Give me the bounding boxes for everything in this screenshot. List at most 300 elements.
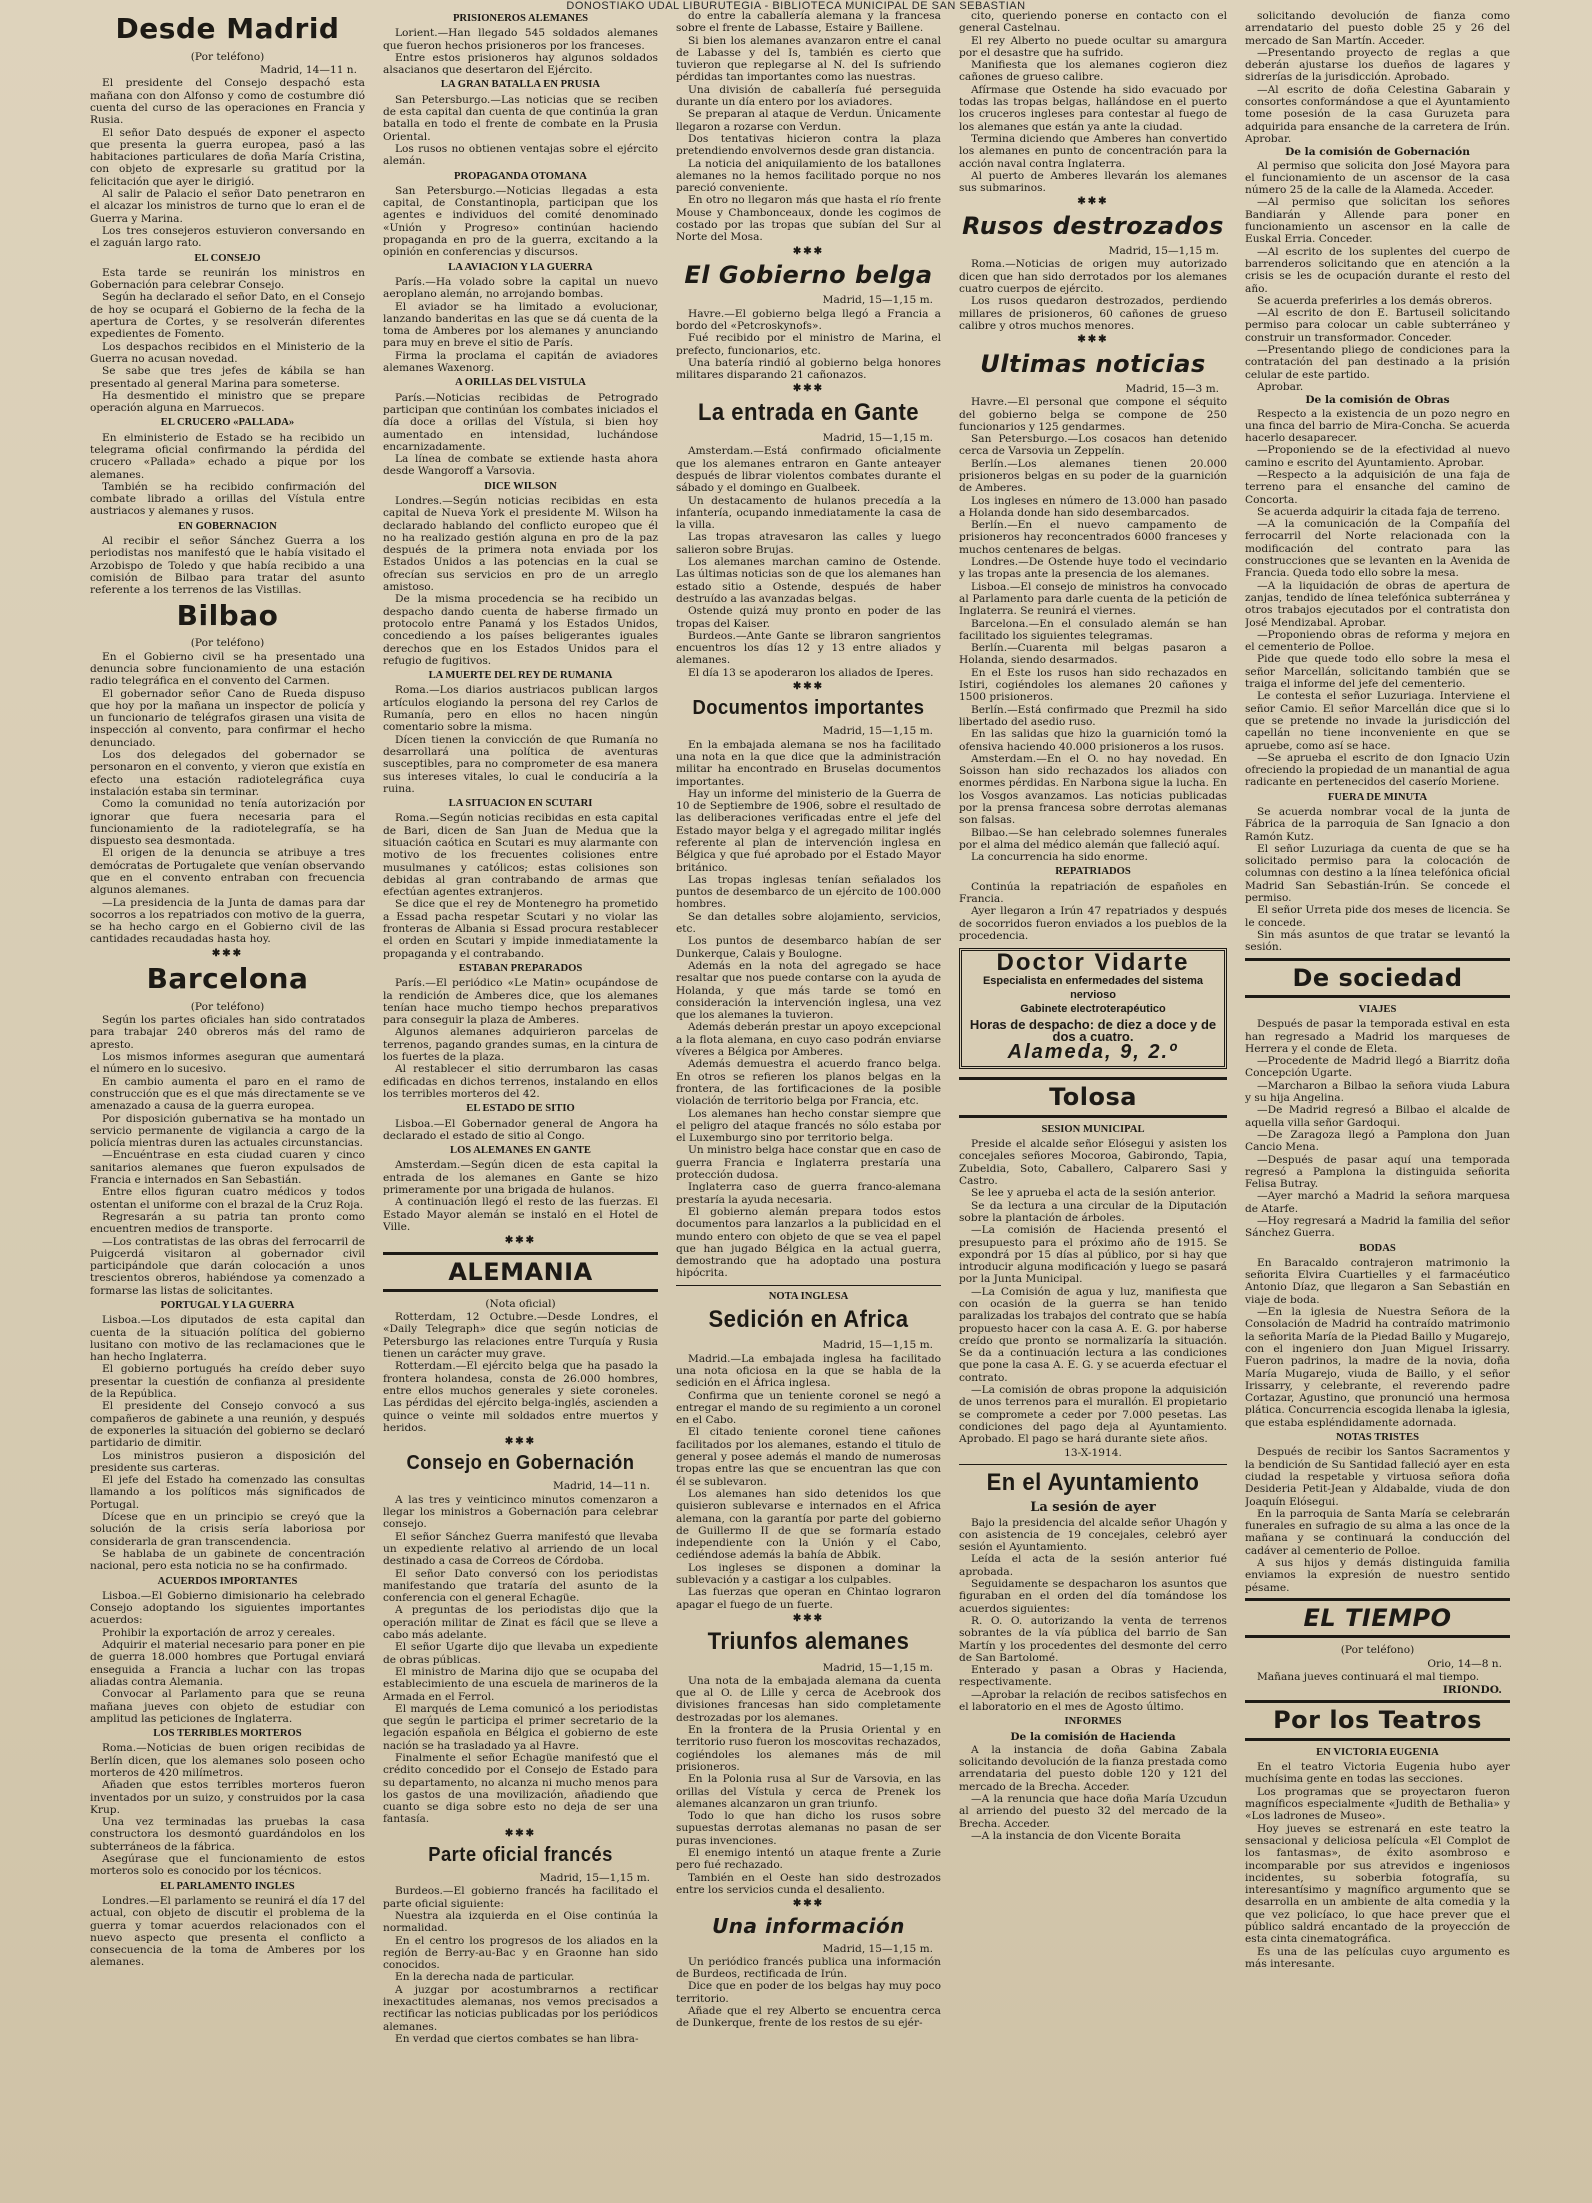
source-note: (Por teléfono) bbox=[1340, 1644, 1415, 1657]
date-signoff: 13-X-1914. bbox=[1064, 1446, 1122, 1459]
subheading: LA AVIACION Y LA GUERRA bbox=[448, 261, 593, 273]
paragraph: También en el Oeste han sido destrozados entre los servicios cunda el desaliento. bbox=[676, 1871, 941, 1896]
headline-rusos: Rusos destrozados bbox=[962, 211, 1224, 240]
paragraph: De la misma procedencia se ha recibido un despacho dando cuenta de haberse firmado un protocolo entre Panamá y los Estados Unidos, concediendo a los países beligerantes iguales derechos que en los Estados Unidos para el refugio de fugitivos. bbox=[383, 593, 658, 667]
ad-address: Alameda, 9, 2.º bbox=[1007, 1041, 1179, 1064]
subheading: EL CONSEJO bbox=[194, 252, 261, 264]
paragraph: Roma.—Noticias de origen muy autorizado dicen que han sido derrotados por los alemanes cuatro cuerpos de ejército. bbox=[959, 258, 1227, 296]
paragraph: Continúa la repatriación de españoles en Francia. bbox=[959, 880, 1227, 906]
dateline: Madrid, 14—11 n. bbox=[259, 64, 357, 77]
subheading: PRISIONEROS ALEMANES bbox=[452, 13, 589, 24]
paragraph: Como la comunidad no tenía autorización por ignorar que fuera necesaria para el funcionamiento de la radiotelegrafía, se ha dispuesto sea desmontada. bbox=[90, 798, 365, 848]
paragraph: Ha desmentido el ministro que se prepare operación alguna en Marruecos. bbox=[90, 389, 365, 415]
dateline: Madrid, 15—1,15 m. bbox=[822, 1942, 933, 1955]
paragraph: El jefe del Estado ha comenzado las consultas llamando a los políticos más significados de Portugal. bbox=[90, 1474, 365, 1511]
paragraph: Según los partes oficiales han sido contratados para trabajar 240 obreros más del ramo de apresto. bbox=[90, 1014, 365, 1051]
headline-ultimas: Ultimas noticias bbox=[980, 349, 1206, 378]
paragraph: A preguntas de los periodistas dijo que la operación militar de Zinat es fácil que se lleve a cabo más adelante. bbox=[383, 1604, 658, 1642]
paragraph: A juzgar por acostumbrarnos a rectificar inexactitudes alemanas, nos vemos precisados a rectificar las noticias publicadas por los periódicos alemanes. bbox=[383, 1983, 658, 2033]
paragraph: Bajo la presidencia del alcalde señor Uhagón y con asistencia de 19 concejales, celebró ayer sesión el Ayuntamiento. bbox=[959, 1516, 1227, 1554]
paragraph: En otro no llegaron más que hasta el río frente Mouse y Chambonceaux, donde les cogimos de costado por las tropas que subían del Sur al Norte del Mosa. bbox=[676, 194, 941, 244]
paragraph: Rotterdam.—El ejército belga que ha pasado la frontera holandesa, consta de 26.000 hombres, entre ellos muchos generales y siete coroneles. Las pérdidas del ejército belga-inglés, ascienden a quince o veinte mil soldados entre muertos y heridos. bbox=[383, 1360, 658, 1434]
source-note: (Por teléfono) bbox=[190, 50, 265, 63]
paragraph: Algunos alemanes adquirieron parcelas de terrenos, pagando grandes sumas, en la cintura de los fuertes de la plaza. bbox=[383, 1026, 658, 1064]
paragraph: El señor Dato conversó con los periodistas manifestando que trataría del asunto de la conferencia con el general Echagüe. bbox=[383, 1567, 658, 1605]
paragraph: En la embajada alemana se nos ha facilitado una nota en la que dice que la administración militar ha encontrado en Bruselas documentos importantes. bbox=[676, 738, 941, 788]
paragraph: Bilbao.—Se han celebrado solemnes funerales por el alma del médico alemán que falleció aquí. bbox=[959, 826, 1227, 851]
subheading: PROPAGANDA OTOMANA bbox=[454, 170, 587, 182]
subheading: VIAJES bbox=[1358, 1003, 1397, 1015]
paragraph: Es una de las películas cuyo argumento es más interesante. bbox=[1245, 1945, 1510, 1970]
paragraph: Respecto a la existencia de un pozo negro en una finca del barrio de Mira-Concha. Se acuerda hacerlo desaparecer. bbox=[1245, 407, 1510, 445]
column-2 bbox=[383, 10, 658, 2195]
paragraph: En la derecha nada de particular. bbox=[395, 1971, 575, 1984]
paragraph: Dícese que en un principio se creyó que la solución de la crisis sería laboriosa por considerarla de gran transcendencia. bbox=[90, 1511, 365, 1548]
section-divider: ✱✱✱ bbox=[792, 1612, 825, 1624]
paragraph: Berlín.—En el nuevo campamento de prisioneros hay reconcentrados 6000 franceses y muchos centenares de belgas. bbox=[959, 519, 1227, 556]
column-5 bbox=[1245, 10, 1510, 2195]
dateline: Madrid, 15—3 m. bbox=[1125, 382, 1219, 395]
paragraph: Asegúrase que el funcionamiento de estos morteros solo es conocido por los técnicos. bbox=[90, 1853, 365, 1878]
paragraph: Los ministros pusieron a disposición del presidente sus carteras. bbox=[90, 1449, 365, 1474]
headline-desde-madrid: Desde Madrid bbox=[115, 12, 340, 45]
paragraph: A las tres y veinticinco minutos comenzaron a llegar los ministros a Gobernación para celebrar consejo. bbox=[383, 1493, 658, 1531]
paragraph: —De Madrid regresó a Bilbao el alcalde de aquella villa señor Gardoqui. bbox=[1245, 1104, 1510, 1129]
ad-cabinet: Gabinete electroterapéutico bbox=[1020, 1002, 1166, 1015]
paragraph: En las salidas que hizo la guarnición tomó la ofensiva haciendo 40.000 prisioneros a los rusos. bbox=[959, 728, 1227, 753]
paragraph: En cambio aumenta el paro en el ramo de construcción que es el que más directamente se ve amenazado a causa de la guerra europea. bbox=[90, 1075, 365, 1113]
paragraph: El marqués de Lema comunicó a los periodistas que según le participa el primer secretario de la legación española en Bélgica el gobierno de este nación se ha trasladado ya al Havre. bbox=[383, 1702, 658, 1752]
paragraph: —Después de pasar aquí una temporada regresó a Pamplona la distinguida señorita Felisa Butray. bbox=[1245, 1153, 1510, 1191]
paragraph: Manifiesta que los alemanes cogieron diez cañones de grueso calibre. bbox=[959, 59, 1227, 84]
paragraph: El ministro de Marina dijo que se ocupaba del establecimiento de una escuela de marineros de la Armada en el Ferrol. bbox=[383, 1665, 658, 1703]
paragraph: Un destacamento de hulanos precedía a la infantería, ocupando inmediatamente la casa de la villa. bbox=[676, 494, 941, 532]
paragraph: También se ha recibido confirmación del combate librado a orillas del Vístula entre austriacos y alemanes y rusos. bbox=[90, 480, 365, 518]
paragraph: El señor Urreta pide dos meses de licencia. Se le concede. bbox=[1245, 904, 1510, 929]
divider-rule bbox=[959, 1464, 1227, 1465]
paragraph: Se sabe que tres jefes de kábila se han presentado al general Marina para someterse. bbox=[90, 365, 365, 390]
headline-bilbao: Bilbao bbox=[176, 598, 279, 632]
paragraph: —Hoy regresará a Madrid la familia del señor Sánchez Guerra. bbox=[1245, 1215, 1510, 1240]
paragraph: El aviador se ha limitado a evolucionar, lanzando banderitas en las que se dá cuenta de la toma de Amberes por los alemanes y anunciando para muy en breve el sitio de París. bbox=[383, 300, 658, 350]
headline-triunfos: Triunfos alemanes bbox=[707, 1628, 910, 1656]
paragraph: Madrid.—La embajada inglesa ha facilitado una nota oficiosa en la que se habla de la sedición en el África inglesa. bbox=[676, 1352, 941, 1390]
paragraph: Preside el alcalde señor Elósegui y asisten los concejales señores Mocoroa, Gabirondo, Tapia, Zubeldia, Soto, Caballero, Calparero Sasi y Castro. bbox=[959, 1138, 1227, 1188]
paragraph: Una batería rindió al gobierno belga honores militares disparando 21 cañonazos. bbox=[676, 356, 941, 382]
paragraph: Convocar al Parlamento para que se reuna mañana jueves con objeto de estudiar con amplitud las peticiones de Inglaterra. bbox=[90, 1688, 365, 1725]
headline-sedicion: Sedición en Africa bbox=[708, 1305, 909, 1333]
paragraph: Hoy jueves se estrenará en este teatro la sensacional y deliciosa película «El Complot de los fantasmas», de éxito asombroso e incomparable por sus atrevidos e ingeniosos incidentes, su soberbia fotografía, su interesantísimo y magnífico argumento que se desarrolla en un ambiente de alta comedia y la que vez policíaco, lo que hace prever que el público saldrá encantado de la proyección de esta cinta cinematográfica. bbox=[1245, 1822, 1510, 1946]
paragraph: Roma.—Noticias de buen origen recibidas de Berlín dicen, que los alemanes solo poseen ocho morteros de 420 milímetros. bbox=[90, 1742, 365, 1779]
section-divider: ✱✱✱ bbox=[504, 1827, 537, 1839]
paragraph: Ostende quizá muy pronto en poder de las tropas del Kaiser. bbox=[676, 605, 941, 630]
paragraph: solicitando devolución de fianza como arrendatario del puesto doble 25 y 26 del mercado de San Martín. Acceder. bbox=[1245, 10, 1510, 47]
paragraph: Amsterdam.—Según dicen de esta capital la entrada de los alemanes en Gante se hizo primeramente por una brigada de hulanos. bbox=[383, 1159, 658, 1197]
paragraph: Dícen tienen la convicción de que Rumanía no desarrollará una política de aventuras susceptibles, para no comprometer de esa manera sus intereses vitales, lo cual le conduciría a la ruina. bbox=[383, 733, 658, 795]
paragraph: Los alemanes han hecho constar siempre que el peligro del ataque francés no sólo estaba por el Luxemburgo sino por territorio belga. bbox=[676, 1107, 941, 1145]
columns bbox=[90, 10, 1582, 2195]
paragraph: En la parroquia de Santa María se celebrarán funerales en sufragio de su alma a las once de la mañana y se continuará la conducción del cadáver al cementerio de Polloe. bbox=[1245, 1507, 1510, 1557]
paragraph: Las fuerzas que operan en Chintao lograron apagar el fuego de un fuerte. bbox=[676, 1586, 941, 1611]
paragraph: Le contesta el señor Luzuriaga. Interviene el señor Camio. El señor Marcellán dice que si lo que se pretende no invade la jurisdicción del capellán no tiene inconveniente en que se apruebe, como así se hace. bbox=[1245, 690, 1510, 752]
divider-rule bbox=[676, 1285, 941, 1286]
paragraph: Se dice que el rey de Montenegro ha prometido a Essad pacha respetar Scutari y no violar las fronteras de Albania si Essad procura restablecer el orden en Scutari y impide inmediatamente la propaganda y el contrabando. bbox=[383, 898, 658, 960]
paragraph: Una vez terminadas las pruebas la casa constructora los desmontó guardándolos en los subterráneos de la fábrica. bbox=[90, 1816, 365, 1853]
column-4 bbox=[959, 10, 1227, 2195]
subheading: EN VICTORIA EUGENIA bbox=[1316, 1746, 1439, 1758]
paragraph: En el centro los progresos de los aliados en la región de Berry-au-Bac y en Graonne han sido conocidos. bbox=[383, 1934, 658, 1972]
paragraph: Londres.—El parlamento se reunirá el día 17 del actual, con objeto de discutir el problema de la guerra y tomar acuerdos relacionados con el nuevo aspecto que presenta el conflicto a consecuencia de la toma de Amberes por los alemanes. bbox=[90, 1894, 365, 1969]
paragraph: Enterado y pasan a Obras y Hacienda, respectivamente. bbox=[959, 1664, 1227, 1689]
ad-name: Doctor Vidarte bbox=[996, 949, 1190, 977]
paragraph: El enemigo intentó un ataque frente a Zurie pero fué rechazado. bbox=[676, 1847, 941, 1872]
paragraph: El señor Dato después de exponer el aspecto que presenta la guerra europea, pasó a las habitaciones particulares de doña María Cristina, con objeto de expresarle su gratitud por la felicitación que ayer le dirigió. bbox=[90, 126, 365, 188]
section-divider: ✱✱✱ bbox=[792, 681, 825, 693]
section-divider: ✱✱✱ bbox=[504, 1235, 537, 1247]
headline-parte-frances: Parte oficial francés bbox=[428, 1844, 613, 1867]
paragraph: En el teatro Victoria Eugenia hubo ayer muchísima gente en todas las secciones. bbox=[1245, 1761, 1510, 1786]
paragraph: Rotterdam, 12 Octubre.—Desde Londres, el «Daily Telegraph» dice que según noticias de Petersburgo las relaciones entre Turquía y Rusia tienen un carácter muy grave. bbox=[383, 1311, 658, 1361]
subheading: ACUERDOS IMPORTANTES bbox=[157, 1575, 298, 1587]
paragraph: Havre.—El gobierno belga llegó a Francia a bordo del «Petcroskynofs». bbox=[676, 307, 941, 332]
headline-documentos: Documentos importantes bbox=[692, 697, 925, 720]
paragraph: Un periódico francés publica una información de Burdeos, rectificada de Irún. bbox=[676, 1955, 941, 1981]
subheading: ESTABAN PREPARADOS bbox=[458, 962, 583, 974]
paragraph: Si bien los alemanes avanzaron entre el canal de Labasse y del Is, también es cierto que tuvieron que replegarse al N. del Is sufriendo pérdidas tan importantes como las nuestras. bbox=[676, 34, 941, 84]
paragraph: Los tres consejeros estuvieron conversando en el zaguán largo rato. bbox=[90, 224, 365, 250]
signature: IRIONDO. bbox=[1442, 1684, 1502, 1697]
paragraph: Leída el acta de la sesión anterior fué aprobada. bbox=[959, 1553, 1227, 1578]
subheading: De la comisión de Gobernación bbox=[1285, 146, 1470, 159]
kicker-nota-inglesa: NOTA INGLESA bbox=[768, 1290, 849, 1302]
paragraph: Después de recibir los Santos Sacramentos y la bendición de Su Santidad falleció ayer en esta ciudad la respetable y virtuosa señora doña Desideria Petit-Jean y Aldabalde, viuda de don Joaquín Elósegui. bbox=[1245, 1446, 1510, 1508]
paragraph: —A la comunicación de la Compañía del ferrocarril del Norte relacionada con la modificación del contrato para las construcciones que se levanten en la Avenida de Francia. Queda todo ello sobre la mesa. bbox=[1245, 518, 1510, 580]
paragraph: Nuestra ala izquierda en el Oise continúa la normalidad. bbox=[383, 1909, 658, 1935]
paragraph: Lisboa.—El Gobierno dimisionario ha celebrado Consejo adoptando los siguientes importantes acuerdos: bbox=[90, 1589, 365, 1627]
paragraph: —Al permiso que solicitan los señores Bandiarán y Allende para poner en funcionamiento un ascensor en la calle de Euskal Erria. Conceder. bbox=[1245, 196, 1510, 246]
paragraph: En la frontera de la Prusia Oriental y en territorio ruso fueron los moscovitas rechazados, cogiéndoles los alemanes más de mil prisioneros. bbox=[676, 1724, 941, 1773]
paragraph: —La Comisión de agua y luz, manifiesta que con ocasión de la guerra se han tenido paralizadas los trabajos del contrato que se había propuesto hacer con la casa A. E. G. por haberse creído que pronto se normalizaría la situación. Se da a continuación lectura a las condiciones que pone la casa A. E. G. y se acuerda efectuar el contrato. bbox=[959, 1285, 1227, 1384]
paragraph: Por disposición gubernativa se ha montado un servicio permanente de vigilancia a cargo de la policía mientras duren las actuales circunstancias. bbox=[90, 1112, 365, 1150]
paragraph: Seguidamente se despacharon los asuntos que figuraban en el orden del día tomándose los acuerdos siguientes: bbox=[959, 1578, 1227, 1615]
section-divider: ✱✱✱ bbox=[504, 1436, 537, 1448]
subheading: DICE WILSON bbox=[484, 480, 557, 492]
paragraph: Prohibir la exportación de arroz y cereales. bbox=[102, 1626, 336, 1639]
dateline: Madrid, 15—1,15 m. bbox=[822, 725, 933, 738]
paragraph: Berlín.—Cuarenta mil belgas pasaron a Holanda, siendo desarmados. bbox=[959, 642, 1227, 667]
dateline: Madrid, 15—1,15 m. bbox=[822, 294, 933, 307]
column-3 bbox=[676, 10, 941, 2195]
paragraph: cito, queriendo ponerse en contacto con el general Castelnau. bbox=[959, 10, 1227, 35]
paragraph: Según ha declarado el señor Dato, en el Consejo de hoy se ocupará el Gobierno de la fecha de la apertura de Cortes, y se resolverán diferentes expedientes de Fomento. bbox=[90, 291, 365, 341]
paragraph: Entre ellos figuran cuatro médicos y todos ostentan el uniforme con el brazal de la Cruz Roja. bbox=[90, 1186, 365, 1211]
paragraph: El señor Ugarte dijo que llevaba un expediente de obras públicas. bbox=[383, 1641, 658, 1666]
paragraph: Roma.—Según noticias recibidas en esta capital de Bari, dicen de San Juan de Medua que la situación caótica en Scutari es muy alarmante con motivo de los frecuentes colisiones entre musulmanes y católicos; estas colisiones son debidas al gran contrabando de armas que efectúan agentes extranjeros. bbox=[383, 812, 658, 899]
subheading: De la comisión de Hacienda bbox=[1010, 1730, 1176, 1743]
paragraph: Lorient.—Han llegado 545 soldados alemanes que fueron hechos prisioneros por los franceses. bbox=[383, 27, 658, 52]
paragraph: Al salir de Palacio el señor Dato penetraron en el alcazar los ministros de turno que lo eran el de Guerra y Marina. bbox=[90, 188, 365, 225]
paragraph: Los rusos no obtienen ventajas sobre el ejército alemán. bbox=[383, 142, 658, 168]
section-divider: ✱✱✱ bbox=[792, 245, 825, 257]
section-divider: ✱✱✱ bbox=[211, 947, 244, 959]
paragraph: Lisboa.—El consejo de ministros ha convocado al Parlamento para darle cuenta de la petición de Inglaterra. Se reunirá el viernes. bbox=[959, 580, 1227, 618]
paragraph: La concurrencia ha sido enorme. bbox=[971, 851, 1148, 864]
dateline: Madrid, 15—1,15 m. bbox=[822, 1661, 933, 1674]
headline-alemania: ALEMANIA bbox=[383, 1252, 658, 1292]
section-divider: ✱✱✱ bbox=[1077, 334, 1109, 346]
headline-teatros: Por los Teatros bbox=[1245, 1700, 1510, 1740]
paragraph: Una división de caballería fué perseguida durante un día entero por los aviadores. bbox=[676, 83, 941, 109]
paragraph: Sin más asuntos de que tratar se levantó la sesión. bbox=[1245, 928, 1510, 954]
paragraph: Hay un informe del ministerio de la Guerra de 10 de Septiembre de 1906, sobre el resultado de las deliberaciones verificadas entre el jefe del Estado mayor belga y el agregado militar inglés referente al plan de intervención inglesa en Bélgica y que fué aprobado por el Estado Mayor británico. bbox=[676, 787, 941, 874]
dateline: Orio, 14—8 n. bbox=[1427, 1657, 1502, 1670]
paragraph: Burdeos.—Ante Gante se libraron sangrientos encuentros los días 12 y 13 entre aliados y alemanes. bbox=[676, 629, 941, 667]
paragraph: —A la liquidación de obras de apertura de zanjas, tendido de línea telefónica subterránea y otros trabajos ejecutados por el contratista don José Mendizabal. Aprobar. bbox=[1245, 579, 1510, 629]
paragraph: Los ingleses se disponen a dominar la sublevación y a castigar a los culpables. bbox=[676, 1561, 941, 1587]
paragraph: Todo lo que han dicho los rusos sobre supuestas derrotas alemanas no pasan de ser puras invenciones. bbox=[676, 1810, 941, 1847]
paragraph: —Marcharon a Bilbao la señora viuda Labura y su hija Angelina. bbox=[1245, 1079, 1510, 1105]
paragraph: En la Polonia rusa al Sur de Varsovia, en las orillas del Vístula y cerca de Prenek los alemanes alcanzaron un gran triunfo. bbox=[676, 1773, 941, 1810]
headline-entrada-gante: La entrada en Gante bbox=[697, 398, 920, 426]
paragraph: Se preparan al ataque de Verdun. Únicamente llegaron a rozarse con Verdun. bbox=[676, 108, 941, 133]
ad-hours: Horas de despacho: de diez a doce y de dos a cuatro. bbox=[969, 1016, 1217, 1044]
subheading: A ORILLAS DEL VISTULA bbox=[455, 377, 586, 389]
paragraph: Después de pasar la temporada estival en esta han regresado a Madrid los marqueses de Herrera y el conde de Eleta. bbox=[1245, 1018, 1510, 1055]
column-1 bbox=[90, 10, 365, 2195]
subheading: EL ESTADO DE SITIO bbox=[466, 1103, 575, 1115]
paragraph: El gobierno portugués ha creído deber suyo presentar la cuestión de confianza al presidente de la República. bbox=[90, 1363, 365, 1401]
subheading: EL CRUCERO «PALLADA» bbox=[160, 417, 295, 429]
paragraph: —Proponiendo se de la efectividad al nuevo camino e escrito del Ayuntamiento. Aprobar. bbox=[1245, 444, 1510, 469]
paragraph: Fué recibido por el ministro de Marina, el prefecto, funcionarios, etc. bbox=[676, 332, 941, 357]
paragraph: A la instancia de doña Gabina Zabala solicitando devolución de la fianza prestada como arrendataria del puesto doble 120 y 121 del mercado de la Brecha. Acceder. bbox=[959, 1743, 1227, 1793]
headline-barcelona: Barcelona bbox=[146, 962, 309, 996]
paragraph: Los puntos de desembarco habían de ser Dunkerque, Calais y Boulogne. bbox=[676, 935, 941, 960]
paragraph: Se lee y aprueba el acta de la sesión anterior. bbox=[971, 1187, 1216, 1200]
paragraph: París.—Ha volado sobre la capital un nuevo aeroplano alemán, no arrojando bombas. bbox=[383, 275, 658, 301]
paragraph: La línea de combate se extiende hasta ahora desde Wangoroff a Varsovia. bbox=[383, 453, 658, 478]
paragraph: En Baracaldo contrajeron matrimonio la señorita Elvira Cuartielles y el farmacéutico Antonio Díaz, que llegaron a San Sebastián en viaje de boda. bbox=[1245, 1256, 1510, 1306]
dateline: Madrid, 15—1,15 m. bbox=[822, 1339, 933, 1352]
paragraph: Entre estos prisioneros hay algunos soldados alsacianos que desertaron del Ejército. bbox=[383, 51, 658, 77]
paragraph: San Petersburgo.—Noticias llegadas a esta capital, de Constantinopla, participan que los agentes e individuos del comité denominado «Unión y Progreso» continúan haciendo propaganda en pro de la guerra, excitando a la opinión en conferencias y discursos. bbox=[383, 184, 658, 259]
paragraph: Afírmase que Ostende ha sido evacuado por todas las tropas belgas, hallándose en el puerto los cruceros ingleses para contestar al fuego de los alemanes que están ya ante la ciudad. bbox=[959, 83, 1227, 133]
paragraph: El gobernador señor Cano de Rueda dispuso que hoy por la mañana un inspector de policía y un funcionario de telégrafos girasen una visita de inspección al convento, para confirmar el hecho denunciado. bbox=[90, 687, 365, 749]
paragraph: —Ayer marchó a Madrid la señora marquesa de Atarfe. bbox=[1245, 1190, 1510, 1215]
advertisement-doctor-vidarte bbox=[959, 948, 1227, 1069]
paragraph: Los mismos informes aseguran que aumentará el número en lo sucesivo. bbox=[90, 1051, 365, 1076]
dateline: Madrid, 15—1,15 m. bbox=[1108, 245, 1219, 258]
section-divider: ✱✱✱ bbox=[792, 383, 825, 395]
dateline: Madrid, 15—1,15 m. bbox=[539, 1872, 650, 1885]
subheading: EL PARLAMENTO INGLES bbox=[160, 1880, 295, 1892]
subheading: LOS TERRIBLES MORTEROS bbox=[153, 1728, 302, 1740]
paragraph: París.—El periódico «Le Matin» ocupándose de la rendición de Amberes dice, que los alemanes tenían hace mucho tiempo hechos preparativos para conseguir la plaza de Amberes. bbox=[383, 977, 658, 1027]
paragraph: —Presentando pliego de condiciones para la contratación del pan destinado a la prisión celular de este partido. bbox=[1245, 344, 1510, 381]
headline-sociedad: De sociedad bbox=[1245, 958, 1510, 998]
paragraph: Al puerto de Amberes llevarán los alemanes sus submarinos. bbox=[959, 169, 1227, 195]
paragraph: Los alemanes marchan camino de Ostende. Las últimas noticias son de que los alemanes han estado sitio a Ostende, después de haber destruído a las avanzadas belgas. bbox=[676, 556, 941, 605]
paragraph: Una nota de la embajada alemana da cuenta que al O. de Lille y cerca de Acebrook dos divisiones francesas han sido completamente destrozadas por los alemanes. bbox=[676, 1674, 941, 1724]
headline-consejo: Consejo en Gobernación bbox=[406, 1452, 635, 1475]
paragraph: Londres.—De Ostende huye todo el vecindario y las tropas ante la presencia de los alemanes. bbox=[959, 556, 1227, 581]
paragraph: —Al escrito de los suplentes del cuerpo de barrenderos solicitando que en atención a la crisis se les de ocupación durante el resto del año. bbox=[1245, 245, 1510, 295]
paragraph: —Los contratistas de las obras del ferrocarril de Puigcerdá visitaron al gobernador civil participándole que darán colocación a unos trescientos obreros, habiéndose ya comenzado a formarse las listas de solicitantes. bbox=[90, 1235, 365, 1297]
subheading: FUERA DE MINUTA bbox=[1327, 791, 1428, 803]
paragraph: El señor Luzuriaga da cuenta de que se ha solicitado permiso para la colocación de columnas con destino a la línea telefónica oficial Madrid San Sebastián-Irún. Se concede el permiso. bbox=[1245, 842, 1510, 905]
headline-gobierno-belga: El Gobierno belga bbox=[684, 260, 933, 289]
paragraph: Aprobar. bbox=[1257, 380, 1304, 393]
paragraph: Firma la proclama el capitán de aviadores alemanes Waxenorg. bbox=[383, 349, 658, 375]
source-note: (Por teléfono) bbox=[190, 637, 265, 650]
paragraph: Berlín.—Los alemanes tienen 20.000 prisioneros belgas en su poder de la guarnición de Amberes. bbox=[959, 457, 1227, 495]
paragraph: El señor Sánchez Guerra manifestó que llevaba un expediente relativo al arriendo de un local destinado a casa de Correos de Córdoba. bbox=[383, 1530, 658, 1568]
paragraph: Un ministro belga hace constar que en caso de guerra Francia e Inglaterra prestaría una protección dudosa. bbox=[676, 1144, 941, 1182]
paragraph: Termina diciendo que Amberes han convertido los alemanes en punto de concentración para la acción naval contra Inglaterra. bbox=[959, 132, 1227, 170]
dateline: Madrid, 15—1,15 m. bbox=[822, 432, 933, 445]
paragraph: Inglaterra caso de guerra franco-alemana prestaría la ayuda necesaria. bbox=[676, 1181, 941, 1206]
paragraph: El día 13 se apoderaron los aliados de Iperes. bbox=[688, 666, 934, 679]
paragraph: Finalmente el señor Echagüe manifestó que el crédito concedido por el Consejo de Estado para su departamento, no alcanza ni mucho menos para los gastos de una movilización, añadiendo que cuanto se diga sobre esto no deja de ser una fantasía. bbox=[383, 1751, 658, 1826]
paragraph: Esta tarde se reunirán los ministros en Gobernación para celebrar Consejo. bbox=[90, 266, 365, 292]
paragraph: —Al escrito de don E. Bartuseil solicitando permiso para colocar un cable subterráneo y construir un transformador. Conceder. bbox=[1245, 307, 1510, 344]
paragraph: Además deberán prestar un apoyo excepcional a la flota alemana, en cuyo caso podrán enviarse víveres a Bélgica por Amberes. bbox=[676, 1021, 941, 1059]
paragraph: Los dos delegados del gobernador se personaron en el convento, y vieron que existía en efecto una estación radiotelegráfica cuya instalación estaba sin terminar. bbox=[90, 749, 365, 798]
paragraph: Los despachos recibidos en el Ministerio de la Guerra no acusan novedad. bbox=[90, 340, 365, 365]
paragraph: —Al escrito de doña Celestina Gabarain y consortes conformándose a que el Ayuntamiento tome posesión de la casa Guruzeta para adquirida para ensanche de la carretera de Irún. Aprobar. bbox=[1245, 83, 1510, 145]
paragraph: do entre la caballería alemana y la francesa sobre el frente de Labasse, Estaire y Baillene. bbox=[676, 10, 941, 35]
paragraph: —La comisión de Hacienda presentó el presupuesto para el próximo año de 1915. Se expondrá por 15 días al público, por si hay que introducir alguna modificación y luego se pasará por la Junta Municipal. bbox=[959, 1224, 1227, 1286]
dateline: Madrid, 14—11 n. bbox=[552, 1480, 650, 1493]
paragraph: San Petersburgo.—Los cosacos han detenido cerca de Varsovia un Zeppelín. bbox=[959, 433, 1227, 458]
paragraph: Londres.—Según noticias recibidas en esta capital de Nueva York el presidente M. Wilson ha declarado hablando del conflicto europeo que él no ha realizado gestión alguna en pro de la paz después de la primera nota enviada por los Estados Unidos a las potencias en la cual se ofrecían sus servicios en pro de un arreglo amistoso. bbox=[383, 494, 658, 594]
subheading: SESION MUNICIPAL bbox=[1041, 1123, 1145, 1135]
subheading: LA SITUACION EN SCUTARI bbox=[448, 798, 593, 810]
paragraph: Amsterdam.—En el O. no hay novedad. En Soisson han sido rechazados los aliados con enormes pérdidas. En Narbona sigue la lucha. En los Vosgos avanzamos. Las noticias publicadas por la prensa francesa sobre derrotas alemanas son falsas. bbox=[959, 752, 1227, 827]
paragraph: Añaden que estos terribles morteros fueron inventados por un suizo, y construidos por la casa Krup. bbox=[90, 1779, 365, 1816]
paragraph: El rey Alberto no puede ocultar su amargura por el desastre que ha sufrido. bbox=[959, 34, 1227, 59]
paragraph: —Encuéntrase en esta ciudad cuaren y cinco sanitarios alemanes que fueron expulsados de Francia e internados en San Sebastián. bbox=[90, 1149, 365, 1187]
headline-ayuntamiento: En el Ayuntamiento bbox=[986, 1468, 1200, 1496]
subtitle: La sesión de ayer bbox=[1030, 1500, 1156, 1516]
paragraph: Los alemanes han sido detenidos los que quisieron sublevarse e internados en el Africa alemana, con la garantía por parte del gobierno de Guillermo II de que se formaría estado independiente con la Unión y el Cabo, cediéndose además la bahía de Abbik. bbox=[676, 1487, 941, 1562]
paragraph: Lisboa.—Los diputados de esta capital dan cuenta de la situación política del gobierno lusitano con motivo de las reclamaciones que le han hecho Inglaterra. bbox=[90, 1314, 365, 1364]
ad-specialty: Especialista en enfermedades del sistema nervioso bbox=[982, 974, 1204, 1001]
paragraph: Mañana jueves continuará el mal tiempo. bbox=[1257, 1670, 1480, 1683]
paragraph: Confirma que un teniente coronel se negó a entregar el mando de su regimiento a un coronel en el Cabo. bbox=[676, 1389, 941, 1427]
paragraph: R. O. O. autorizando la venta de terrenos sobrantes de la vía pública del barrio de San Martín y los procedentes del desmonte del cerro de San Bartolomé. bbox=[959, 1614, 1227, 1664]
headline-informacion: Una información bbox=[712, 1913, 905, 1938]
headline-el-tiempo: EL TIEMPO bbox=[1245, 1598, 1510, 1638]
paragraph: Los programas que se proyectaron fueron magníficos especialmente «Judith de Bethalia» y «Los ladrones de Museo». bbox=[1245, 1785, 1510, 1823]
paragraph: —En la iglesia de Nuestra Señora de la Consolación de Madrid ha contraído matrimonio la señorita María de la Piedad Baillo y Mugarejo, con el ingeniero don Juan Miguel Irissarry. Fueron padrinos, la madre de la novia, doña María Mugarejo, viuda de Baillo, y el señor Irissarry, y celebrante, el reverendo padre Cortazar, Agustino, que pronunció una hermosa plática. Concurrencia escogida llenaba la iglesia, que estaba espléndidamente adornada. bbox=[1245, 1306, 1510, 1429]
paragraph: Lisboa.—El Gobernador general de Angora ha declarado el estado de sitio al Congo. bbox=[383, 1117, 658, 1142]
paragraph: Se da lectura a una circular de la Diputación sobre la plantación de árboles. bbox=[959, 1199, 1227, 1224]
paragraph: Además demuestra el acuerdo franco belga. En otros se refieren los planos belgas en la frontera, de las fortificaciones de la posible violación de territorio belga por Francia, etc. bbox=[676, 1058, 941, 1108]
source-note: (Nota oficial) bbox=[485, 1297, 556, 1310]
paragraph: Las tropas atravesaron las calles y luego salieron sobre Brujas. bbox=[676, 531, 941, 556]
subheading: INFORMES bbox=[1064, 1716, 1122, 1728]
paragraph: A sus hijos y demás distinguida familia enviamos la expresión de nuestro sentido pésame. bbox=[1245, 1557, 1510, 1594]
paragraph: Se acuerda adquirir la citada faja de terreno. bbox=[1257, 505, 1501, 518]
paragraph: —Respecto a la adquisición de una faja de terreno para el ensanche del camino de Concorta. bbox=[1245, 468, 1510, 506]
subheading: EN GOBERNACION bbox=[178, 520, 277, 532]
subheading: NOTAS TRISTES bbox=[1336, 1432, 1419, 1444]
paragraph: París.—Noticias recibidas de Petrogrado participan que continúan los combates iniciados el día doce a orillas del Vístula, si bien hoy aumentado en intensidad, luchándose encarnizadamente. bbox=[383, 391, 658, 453]
paragraph: Se hablaba de un gabinete de concentración nacional, pero esta noticia no se ha confirmado. bbox=[90, 1547, 365, 1573]
subheading: BODAS bbox=[1359, 1242, 1396, 1254]
paragraph: Barcelona.—En el consulado alemán se han facilitado los siguientes telegramas. bbox=[959, 617, 1227, 642]
paragraph: Burdeos.—El gobierno francés ha facilitado el parte oficial siguiente: bbox=[383, 1885, 658, 1910]
paragraph: —A la renuncia que hace doña María Uzcudun al arriendo del puesto 32 del mercado de la Brecha. Acceder. bbox=[959, 1793, 1227, 1830]
paragraph: —La comisión de obras propone la adquisición de unos terrenos para el murallón. El propietario se compromete a ceder por 7.000 pesetas. Las condiciones del pago deja al Ayuntamiento. Aprobado. El pago se hará durante siete años. bbox=[959, 1384, 1227, 1446]
paragraph: —Procedente de Madrid llegó a Biarritz doña Concepción Ugarte. bbox=[1245, 1055, 1510, 1080]
paragraph: La noticia del aniquilamiento de los batallones alemanes no la hemos facilitado porque no nos pareció conveniente. bbox=[676, 157, 941, 195]
paragraph: Se acuerda nombrar vocal de la junta de Fábrica de la parroquia de San Ignacio a don Ramón Kutz. bbox=[1245, 806, 1510, 843]
section-divider: ✱✱✱ bbox=[792, 1898, 825, 1910]
paragraph: Al recibir el señor Sánchez Guerra a los periodistas nos manifestó que le había visitado el Arzobispo de Toledo y que había recibido a una comisión de Bilbao para tratar del asunto referente a los terrenos de las Vistillas. bbox=[90, 535, 365, 597]
paragraph: —La presidencia de la Junta de damas para dar socorros a los repatriados con motivo de la guerra, se ha hecho cargo en el Gobierno civil de las cantidades recaudadas hasta hoy. bbox=[90, 896, 365, 946]
paragraph: Havre.—El personal que compone el séquito del gobierno belga se compone de 250 funcionarios y 125 gendarmes. bbox=[959, 396, 1227, 433]
paragraph: Adquirir el material necesario para poner en pie de guerra 18.000 hombres que Portugal enviará enseguida a Francia a luchar con las tropas aliadas contra Alemania. bbox=[90, 1639, 365, 1688]
paragraph: Berlín.—Está confirmado que Prezmil ha sido libertado del asedio ruso. bbox=[959, 703, 1227, 728]
subheading: De la comisión de Obras bbox=[1305, 394, 1450, 407]
section-divider: ✱✱✱ bbox=[1077, 196, 1109, 208]
paragraph: Añade que el rey Alberto se encuentra cerca de Dunkerque, frente de los restos de su ejér- bbox=[676, 2005, 941, 2030]
paragraph: —Presentando proyecto de reglas a que deberán ajustarse los dueños de lagares y sidrerías de la jurisdicción. Aprobado. bbox=[1245, 46, 1510, 84]
source-note: (Por teléfono) bbox=[190, 1000, 265, 1013]
subheading-repatriados: REPATRIADOS bbox=[1055, 866, 1131, 878]
paragraph: Amsterdam.—Está confirmado oficialmente que los alemanes entraron en Gante anteayer después de librar violentos combates durante el sábado y el domingo en Gualbeek. bbox=[676, 445, 941, 495]
paragraph: —A la instancia de don Vicente Boraita bbox=[971, 1829, 1181, 1842]
paragraph: Dice que en poder de los belgas hay muy poco territorio. bbox=[676, 1980, 941, 2005]
paragraph: En el Este los rusos han sido rechazados en Istiri, cogiéndoles los alemanes 20 cañones y 1500 prisioneros. bbox=[959, 666, 1227, 704]
paragraph: Regresarán a su patria tan pronto como encuentren medios de transporte. bbox=[90, 1210, 365, 1236]
paragraph: Además en la nota del agregado se hace resaltar que nos puede contarse con la ayuda de Holanda, y que más tarde se tomó en consideración la intervención inglesa, una vez que los alemanes la tuvieron. bbox=[676, 959, 941, 1022]
paragraph: A continuación llegó el resto de las fuerzas. El Estado Mayor alemán se instaló en el Hotel de Ville. bbox=[383, 1196, 658, 1233]
paragraph: —Se aprueba el escrito de don Ignacio Uzin ofreciendo la propiedad de un manantial de agua radicante en pertenecidos del caserío Moriene. bbox=[1245, 751, 1510, 789]
paragraph: El presidente del Consejo convocó a sus compañeros de gabinete a una reunión, y después de exponerles la situación del gobierno se declaró partidario de dimitir. bbox=[90, 1400, 365, 1450]
paragraph: En verdad que ciertos combates se han libra- bbox=[395, 2032, 639, 2045]
paragraph: —Aprobar la relación de recibos satisfechos en el laboratorio en el mes de Agosto último. bbox=[959, 1688, 1227, 1713]
paragraph: El origen de la denuncia se atribuye a tres demócratas de Portugalete que venían observando que en el convento entraban con frecuencia algunos alemanes. bbox=[90, 847, 365, 897]
paragraph: El gobierno alemán prepara todos estos documentos para lanzarlos a la publicidad en el mundo entero con objeto de que se vea el papel que han jugado Bélgica en la actual guerra, demostrando que ha adoptado una postura hipócrita. bbox=[676, 1205, 941, 1280]
paragraph: Al restablecer el sitio derrumbaron las casas edificadas en dichos terrenos, instalando en ellos los terribles morteros del 42. bbox=[383, 1063, 658, 1100]
paragraph: Roma.—Los diarios austriacos publican largos artículos elogiando la persona del rey Carlos de Rumanía, pero en ellos no hacen ningún comentario sobre la misma. bbox=[383, 684, 658, 734]
paragraph: Las tropas inglesas tenían señalados los puntos de desembarco de un ejército de 100.000 hombres. bbox=[676, 873, 941, 911]
subheading: LA MUERTE DEL REY DE RUMANIA bbox=[428, 670, 613, 682]
paragraph: El presidente del Consejo despachó esta mañana con don Alfonso y como de costumbre dió cuenta del curso de las operaciones en Francia y Rusia. bbox=[90, 77, 365, 127]
subheading: PORTUGAL Y LA GUERRA bbox=[160, 1300, 295, 1311]
headline-tolosa: Tolosa bbox=[959, 1077, 1227, 1117]
paragraph: Los rusos quedaron destrozados, perdiendo millares de prisioneros, 60 cañones de grueso calibre y otros muchos menores. bbox=[959, 295, 1227, 332]
paragraph: Dos tentativas hicieron contra la plaza pretendiendo envolvernos desde gran distancia. bbox=[676, 132, 941, 158]
paragraph: —Proponiendo obras de reforma y mejora en el cementerio de Polloe. bbox=[1245, 628, 1510, 654]
subheading: LA GRAN BATALLA EN PRUSIA bbox=[440, 79, 601, 91]
paragraph: El citado teniente coronel tiene cañones facilitados por los alemanes, estando el titulo de general y posee además el mando de numerosas tropas entre las que se encuentran las que con él se sublevaron. bbox=[676, 1426, 941, 1488]
library-watermark: DONOSTIAKO UDAL LIBURUTEGIA - BIBLIOTECA MUNICIPAL DE SAN SEBASTIAN bbox=[566, 0, 1026, 12]
paragraph: —De Zaragoza llegó a Pamplona don Juan Cancio Mena. bbox=[1245, 1128, 1510, 1154]
paragraph: Pide que quede todo ello sobre la mesa el señor Marcellán, solicitando también que se traiga el informe del jefe del cementerio. bbox=[1245, 653, 1510, 691]
paragraph: Se dan detalles sobre alojamiento, servicios, etc. bbox=[676, 910, 941, 936]
paragraph: En elministerio de Estado se ha recibido un telegrama oficial confirmando la pérdida del crucero «Pallada» echado a pique por los alemanes. bbox=[90, 431, 365, 481]
paragraph: Ayer llegaron a Irún 47 repatriados y después de socorridos fueron enviados a los pueblos de la procedencia. bbox=[959, 905, 1227, 942]
paragraph: Al permiso que solicita don José Mayora para el funcionamiento de un ascensor de la casa número 25 de la calle de la Alameda. Acceder. bbox=[1245, 159, 1510, 197]
paragraph: Los ingleses en número de 13.000 han pasado a Holanda donde han sido desembarcados. bbox=[959, 494, 1227, 519]
paragraph: Se acuerda preferirles a los demás obreros. bbox=[1257, 294, 1493, 307]
paragraph: San Petersburgo.—Las noticias que se reciben de esta capital dan cuenta de que continúa la gran batalla en todo el frente de combate en la Prusia Oriental. bbox=[383, 93, 658, 143]
paragraph: En el Gobierno civil se ha presentado una denuncia sobre funcionamiento de una estación radio telegráfica en el convento del Carmen. bbox=[90, 650, 365, 688]
